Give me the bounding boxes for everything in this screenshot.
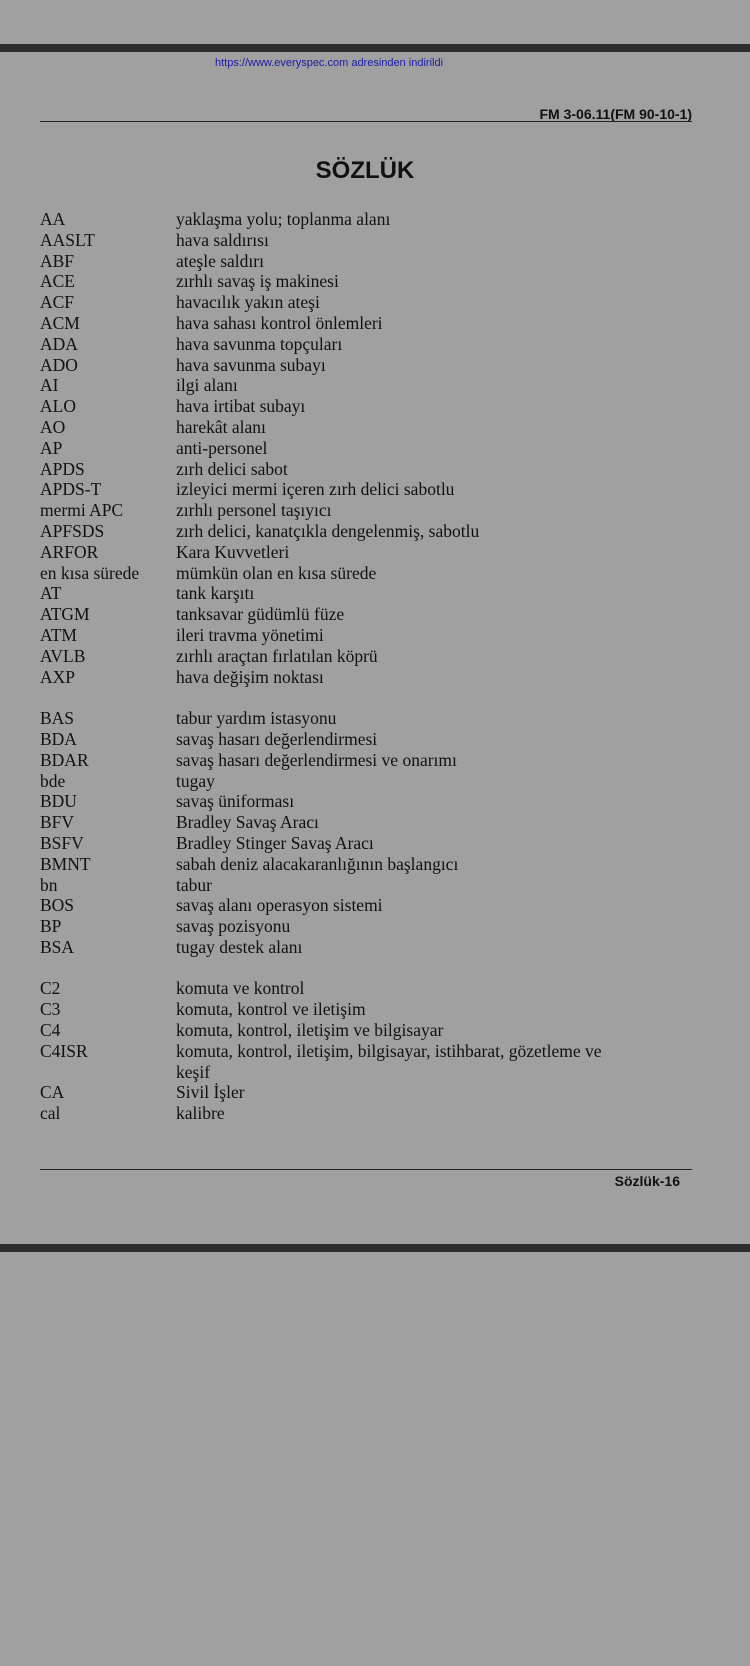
glossary-definition: tanksavar güdümlü füze [176,604,345,625]
glossary-entry [40,854,700,875]
glossary-term: APDS [40,458,85,479]
glossary-entry [40,604,700,625]
glossary-entry [40,1103,700,1124]
glossary-term: AASLT [40,229,95,250]
glossary-term: C2 [40,978,61,999]
page-number: Sözlük-16 [614,1173,680,1189]
glossary-entry [40,542,700,563]
glossary-definition: tank karşıtı [176,583,255,604]
glossary-entry [40,251,700,272]
glossary-term: ADO [40,354,78,375]
header-rule [40,121,692,122]
glossary-entry [40,375,700,396]
glossary-entry [40,355,700,376]
glossary-term: ALO [40,396,76,417]
glossary-entry [40,417,700,438]
glossary-definition: izleyici mermi içeren zırh delici sabotlu [176,479,455,500]
glossary-term: BFV [40,812,75,833]
glossary-term: en kısa sürede [40,562,140,583]
glossary-definition: savaş hasarı değerlendirmesi [176,728,378,749]
glossary-entry [40,459,700,480]
glossary-term: mermi APC [40,500,124,521]
glossary-definition: zırhlı personel taşıyıcı [176,500,332,521]
glossary-term: bde [40,770,66,791]
glossary-term: BP [40,916,62,937]
glossary-entry [40,999,700,1020]
document-code: FM 3-06.11(FM 90-10-1) [539,106,692,122]
glossary-term: APFSDS [40,520,105,541]
glossary-term: C4 [40,1020,61,1041]
glossary-term: AVLB [40,645,86,666]
glossary-entry [40,750,700,771]
glossary-term: ABF [40,250,75,271]
glossary-term: ACE [40,271,75,292]
glossary-entry [40,875,700,896]
glossary-term: ADA [40,333,78,354]
glossary-term: BSFV [40,832,84,853]
glossary-term: bn [40,874,58,895]
glossary-definition: savaş pozisyonu [176,916,291,937]
glossary-definition: yaklaşma yolu; toplanma alanı [176,209,391,229]
page-title: SÖZLÜK [315,157,415,184]
glossary-term: ACF [40,292,75,313]
glossary-definition: tugay [176,770,215,791]
glossary-definition: havacılık yakın ateşi [176,292,320,313]
glossary-entry [40,438,700,459]
glossary-definition: hava irtibat subayı [176,396,306,417]
glossary-definition: hava savunma subayı [176,354,326,375]
glossary-entry [40,209,700,230]
viewer-top-bar [0,44,750,52]
glossary-entry [40,583,700,604]
glossary-term: ACM [40,312,80,333]
glossary-definition: komuta, kontrol ve iletişim [176,999,366,1020]
glossary-term: AA [40,209,66,229]
glossary-definition: Sivil İşler [176,1082,245,1103]
glossary-term: ARFOR [40,541,99,562]
glossary-definition: Bradley Savaş Aracı [176,812,319,833]
glossary-entry [40,646,700,667]
glossary-entry [40,313,700,334]
glossary-definition: kalibre [176,1103,225,1124]
glossary-term: BAS [40,708,75,729]
glossary-entry [40,812,700,833]
glossary-entry [40,479,700,500]
glossary-term: ATGM [40,604,90,625]
glossary-term: BDAR [40,749,89,770]
glossary-definition: savaş alanı operasyon sistemi [176,895,383,916]
glossary-definition: hava saldırısı [176,229,269,250]
glossary-entry [40,563,700,584]
glossary-definition: mümkün olan en kısa sürede [176,562,377,583]
glossary-definition: hava savunma topçuları [176,333,343,354]
glossary-entry [40,916,700,937]
glossary-entry [40,625,700,646]
glossary-definition: zırhlı araçtan fırlatılan köprü [176,645,378,666]
footer-rule [40,1169,692,1170]
glossary-term: BDA [40,728,77,749]
glossary-definition: sabah deniz alacakaranlığının başlangıcı [176,853,459,874]
glossary-term: AT [40,583,62,604]
viewer-bottom-bar [0,1244,750,1252]
glossary-definition: komuta, kontrol, iletişim ve bilgisayar [176,1020,444,1041]
glossary-entry [40,937,700,958]
glossary-definition: ilgi alanı [176,375,238,396]
glossary-entry [40,230,700,251]
glossary-definition: hava değişim noktası [176,666,324,687]
glossary-entry [40,729,700,750]
glossary-term: C4ISR [40,1040,88,1061]
glossary-definition: zırhlı savaş iş makinesi [176,271,339,292]
glossary-entry [40,978,700,999]
glossary-definition: zırh delici sabot [176,458,288,479]
glossary-term: C3 [40,999,61,1020]
glossary-term: BOS [40,895,75,916]
glossary-entry [40,1041,700,1083]
glossary-entry [40,521,700,542]
source-link[interactable]: https://www.everyspec.com adresinden indirildi [215,57,444,69]
glossary-term: AO [40,416,66,437]
glossary-definition: tugay destek alanı [176,936,303,957]
glossary-list [40,209,700,1124]
glossary-entry [40,1082,700,1103]
glossary-definition: anti-personel [176,437,268,458]
glossary-definition: ileri travma yönetimi [176,624,324,645]
glossary-term: CA [40,1082,65,1103]
glossary-definition: hava sahası kontrol önlemleri [176,312,383,333]
glossary-definition: komuta, kontrol, iletişim, bilgisayar, istihbarat, gözetleme ve keşif [176,1040,602,1082]
glossary-definition: ateşle saldırı [176,250,264,271]
glossary-term: cal [40,1103,61,1124]
glossary-entry [40,292,700,313]
glossary-term: BSA [40,936,75,957]
glossary-entry [40,895,700,916]
glossary-entry [40,1020,700,1041]
glossary-term: APDS-T [40,479,102,500]
glossary-definition: tabur yardım istasyonu [176,708,337,729]
glossary-entry [40,334,700,355]
glossary-term: AI [40,375,59,396]
glossary-definition: Bradley Stinger Savaş Aracı [176,832,374,853]
glossary-entry [40,791,700,812]
glossary-entry [40,500,700,521]
glossary-definition: Kara Kuvvetleri [176,541,290,562]
glossary-entry [40,708,700,729]
glossary-term: AP [40,437,63,458]
glossary-entry [40,271,700,292]
glossary-term: AXP [40,666,76,687]
glossary-definition: komuta ve kontrol [176,978,305,999]
glossary-entry [40,771,700,792]
glossary-entry [40,667,700,688]
glossary-definition: savaş hasarı değerlendirmesi ve onarımı [176,749,457,770]
glossary-definition: savaş üniforması [176,791,295,812]
glossary-term: BDU [40,791,77,812]
glossary-definition: tabur [176,874,212,895]
glossary-term: BMNT [40,853,91,874]
glossary-definition: zırh delici, kanatçıkla dengelenmiş, sabotlu [176,520,480,541]
glossary-entry [40,396,700,417]
glossary-term: ATM [40,624,77,645]
glossary-entry [40,833,700,854]
glossary-definition: harekât alanı [176,416,266,437]
